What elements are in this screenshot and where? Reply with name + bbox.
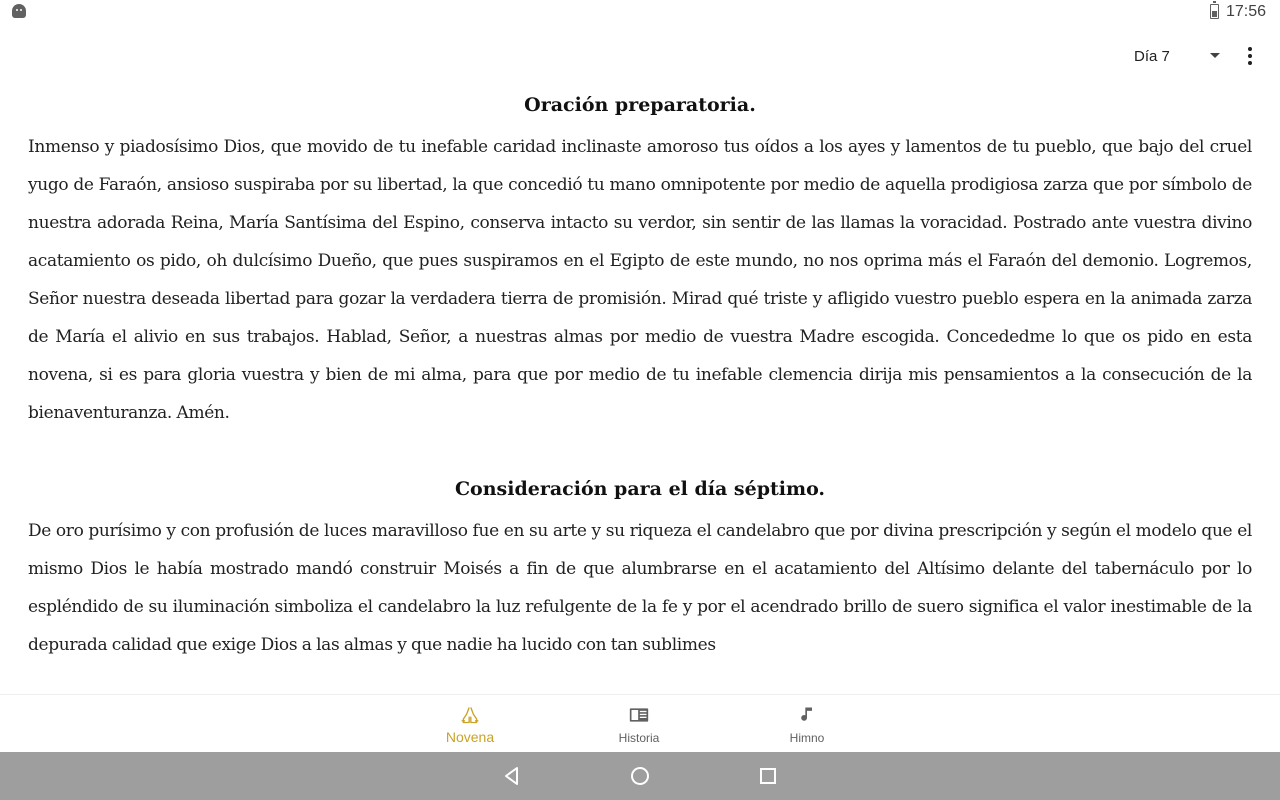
nav-tab-historia[interactable]: [555, 695, 723, 753]
novena-content[interactable]: [0, 88, 1280, 694]
status-clock: 17:56: [1226, 3, 1267, 20]
more-options-icon[interactable]: [1238, 44, 1262, 68]
section-title-preparatory-prayer: Oración preparatoria.: [524, 94, 756, 116]
nav-label-himno: Himno: [789, 731, 825, 745]
music-note-icon: [797, 705, 817, 725]
day-consideration-text: De oro purísimo y con profusión de luces maravilloso fue en su arte y su riqueza el candelabro que por divina prescripción y según el modelo que el mismo Dios le había mostrado mandó construir Moisés a fin de que alumbrarse en el acatamiento del Altísimo delante del tabernáculo por lo espléndido de su iluminación simboliza el candelabro la luz refulgente de la fe y por el acendrado brillo de suero significa el valor inestimable de la depurada calidad que exige Dios a las almas y que nadie ha lucido con tan sublimes: [28, 521, 1252, 655]
home-icon[interactable]: [628, 764, 652, 788]
nav-label-novena: Novena: [445, 729, 495, 745]
praying-hands-icon: [460, 705, 480, 725]
day-selector-dropdown[interactable]: [1124, 38, 1232, 74]
nav-tab-novena[interactable]: [386, 695, 554, 753]
nav-label-historia: Historia: [618, 731, 660, 745]
section-title-day-consideration: Consideración para el día séptimo.: [454, 478, 826, 500]
android-notification-icon: [12, 4, 26, 18]
recents-icon[interactable]: [756, 764, 780, 788]
bottom-navigation: [0, 694, 1280, 752]
book-icon: [629, 705, 649, 725]
status-bar: [0, 0, 1280, 24]
day-selector-label: Día 7: [1134, 47, 1170, 65]
system-navigation-bar: [0, 752, 1280, 800]
nav-tab-himno[interactable]: [723, 695, 891, 753]
back-icon[interactable]: [500, 764, 524, 788]
dropdown-arrow-icon: [1210, 53, 1220, 58]
preparatory-prayer-text: Inmenso y piadosísimo Dios, que movido de tu inefable caridad inclinaste amoroso tus oídos a los ayes y lamentos de tu pueblo, que bajo del cruel yugo de Faraón, ansioso suspiraba por su libertad, la que concedió tu mano omnipotente por medio de aquella prodigiosa zarza que por símbolo de nuestra adorada Reina, María Santísima del Espino, conserva intacto su verdor, sin sentir de las llamas la voracidad. Postrado ante vuestra divino acatamiento os pido, oh dulcísimo Dueño, que pues suspiramos en el Egipto de este mundo, no nos oprima más el Faraón del demonio. Logremos, Señor nuestra deseada libertad para gozar la verdadera tierra de promisión. Mirad qué triste y afligido vuestro pueblo espera en la animada zarza de María el alivio en sus trabajos. Hablad, Señor, a nuestras almas por medio de vuestra Madre escogida. Concededme lo que os pido en esta novena, si es para gloria vuestra y bien de mi alma, para que por medio de tu inefable clemencia dirija mis pensamientos a la consecución de la bienaventuranza. Amén.: [28, 137, 1252, 423]
app-toolbar: [0, 24, 1280, 88]
battery-icon: [1210, 4, 1219, 19]
